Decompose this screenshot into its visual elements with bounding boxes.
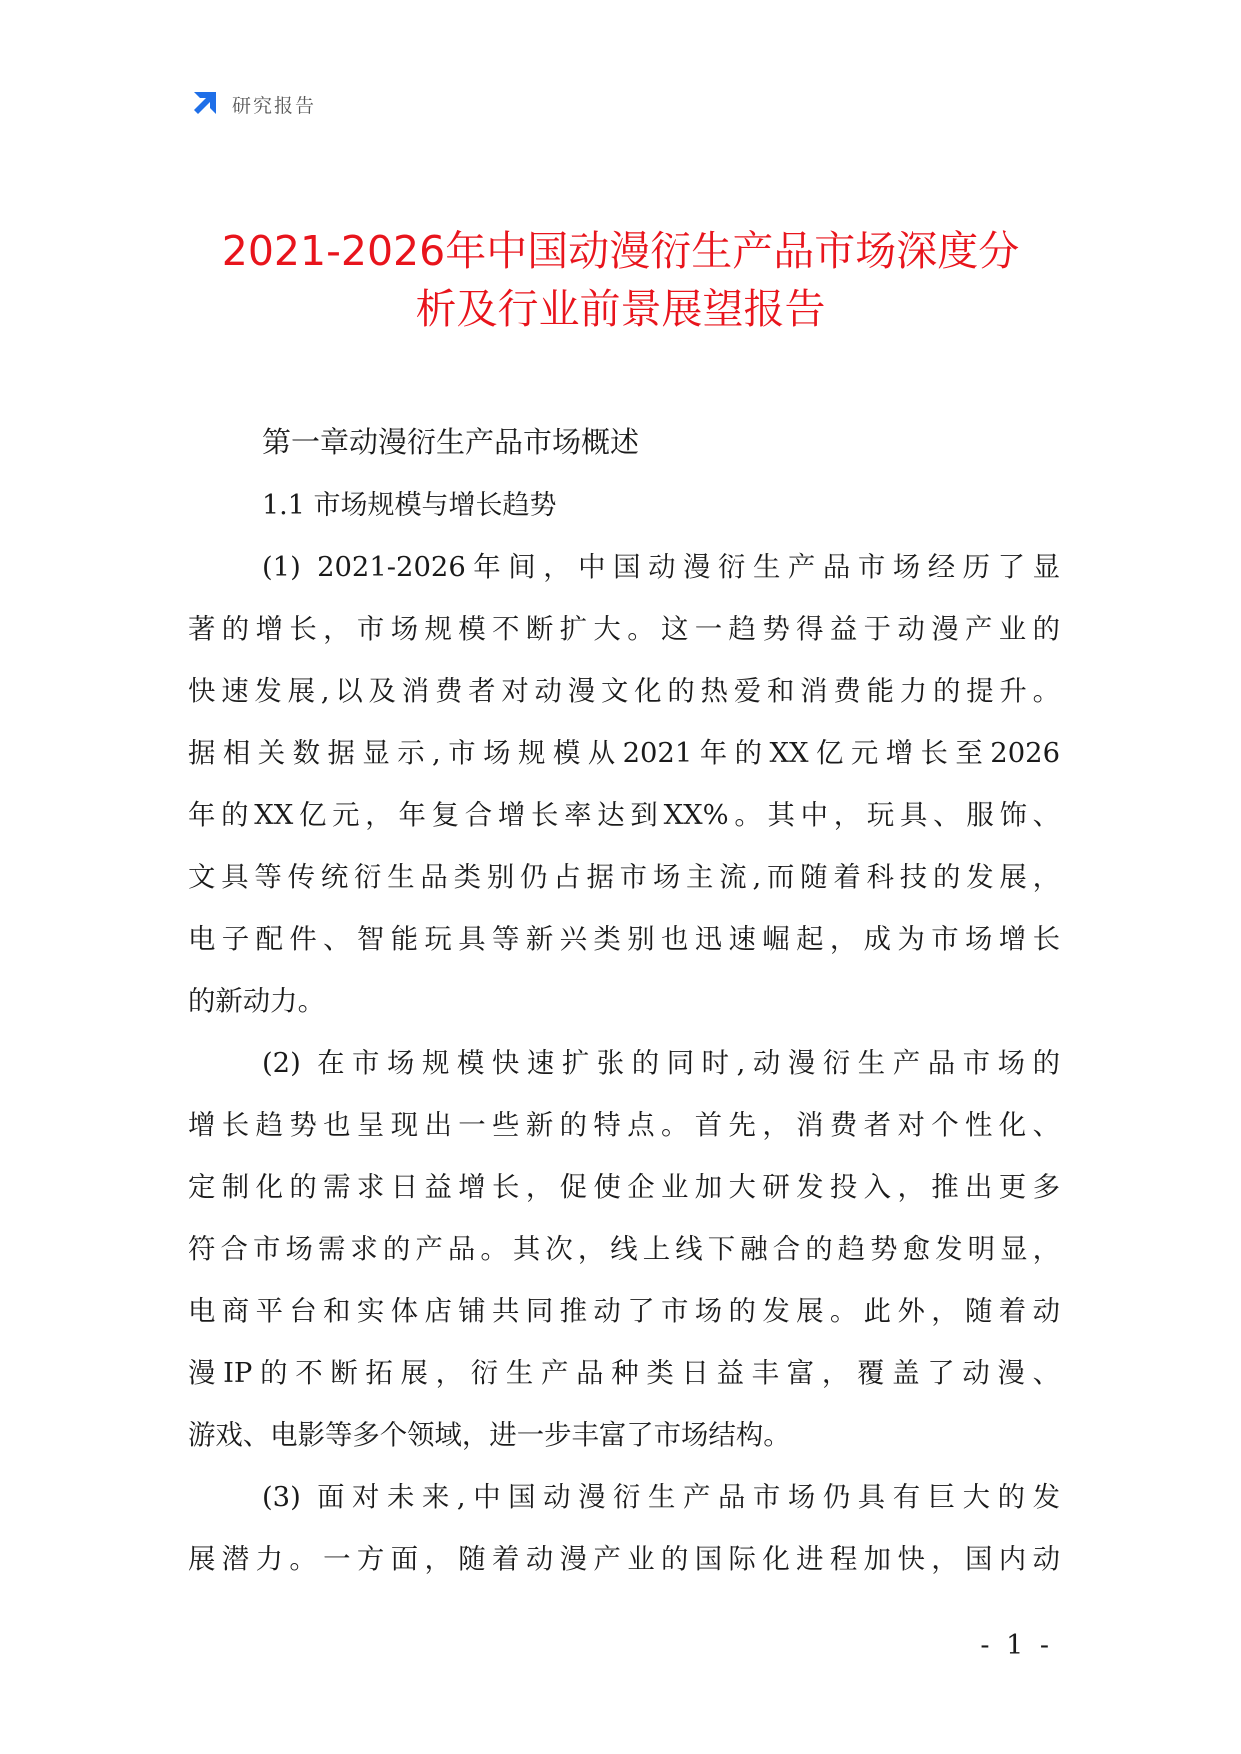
paragraph-line: 年的XX亿元，年复合增长率达到XX%。其中，玩具、服饰、 [188, 800, 1060, 831]
paragraph-line: 快速发展,以及消费者对动漫文化的热爱和消费能力的提升。 [188, 676, 1060, 707]
paragraph-2 [188, 1033, 1060, 1467]
page-header [188, 88, 316, 120]
title-line: 析及行业前景展望报告 [415, 285, 826, 333]
paragraph-line: (1) 2021-2026年间，中国动漫衍生产品市场经历了显 [262, 552, 1060, 583]
paragraph-3 [188, 1467, 1060, 1591]
paragraph-line: 定制化的需求日益增长，促使企业加大研发投入，推出更多 [188, 1172, 1060, 1203]
paragraph-line: 游戏、电影等多个领域，进一步丰富了市场结构。 [188, 1420, 791, 1451]
paragraph-line: (2) 在市场规模快速扩张的同时,动漫衍生产品市场的 [262, 1048, 1060, 1079]
paragraph-line: 增长趋势也呈现出一些新的特点。首先，消费者对个性化、 [188, 1110, 1060, 1141]
paragraph-line: (3) 面对未来,中国动漫衍生产品市场仍具有巨大的发 [262, 1482, 1060, 1513]
paragraph-1 [188, 537, 1060, 1033]
chapter-heading: 第一章动漫衍生产品市场概述 [262, 425, 640, 459]
section-heading: 1.1 市场规模与增长趋势 [262, 490, 557, 521]
paragraph-line: 文具等传统衍生品类别仍占据市场主流,而随着科技的发展， [188, 862, 1060, 893]
document-title [150, 222, 1091, 338]
page-number: - 1 - [980, 1630, 1053, 1661]
paragraph-line: 的新动力。 [188, 986, 325, 1017]
paragraph-line: 电子配件、智能玩具等新兴类别也迅速崛起，成为市场增长 [188, 924, 1060, 955]
paragraph-line: 漫IP的不断拓展，衍生产品种类日益丰富，覆盖了动漫、 [188, 1358, 1060, 1389]
paragraph-line: 电商平台和实体店铺共同推动了市场的发展。此外，随着动 [188, 1296, 1060, 1327]
paragraph-line: 符合市场需求的产品。其次，线上线下融合的趋势愈发明显， [188, 1234, 1060, 1265]
paragraph-line: 著的增长，市场规模不断扩大。这一趋势得益于动漫产业的 [188, 614, 1060, 645]
paragraph-line: 据相关数据显示,市场规模从2021年的XX亿元增长至2026 [188, 738, 1060, 769]
title-line: 2021-2026年中国动漫衍生产品市场深度分 [221, 227, 1020, 275]
arrow-up-right-icon [188, 88, 220, 120]
paragraph-line: 展潜力。一方面，随着动漫产业的国际化进程加快，国内动 [188, 1544, 1060, 1575]
header-label: 研究报告 [232, 94, 317, 117]
